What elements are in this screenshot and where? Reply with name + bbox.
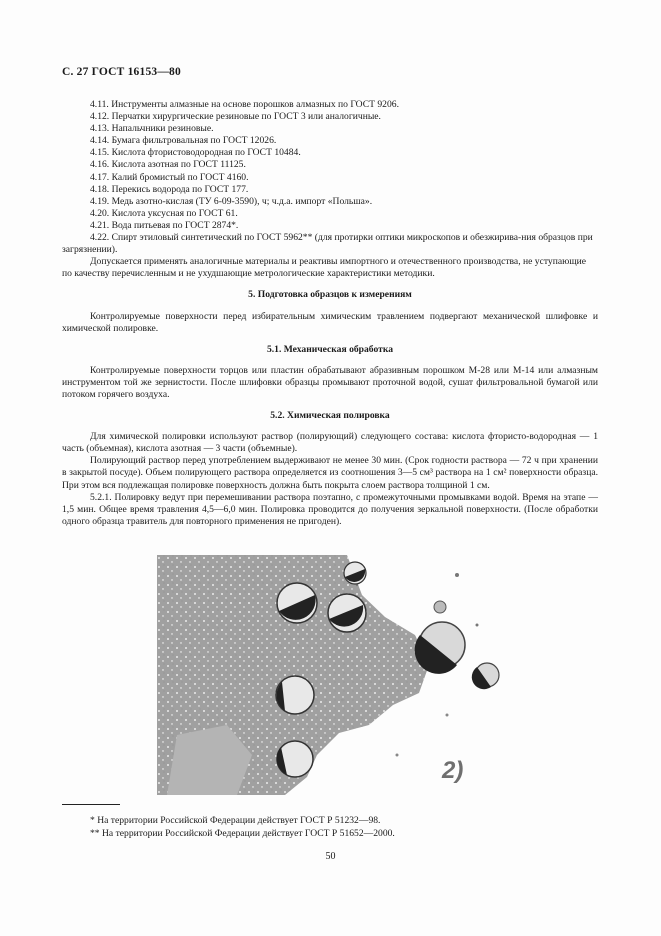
section-paragraph: 5.2.1. Полировку ведут при перемешивании раствора поэтапно, с промежуточными промывками водой. Время на этапе — 1,5 мин. Общее время травления 4,5—6,0 мин. Полировка проводится до получения зеркальной поверхности. (После обработки одного образца травитель для повторного применения не пригоден). xyxy=(62,491,598,527)
etch-pit xyxy=(434,601,446,613)
etch-pit xyxy=(277,583,317,623)
etch-pit xyxy=(328,594,366,632)
etch-pit xyxy=(472,663,499,689)
section-paragraph: Полирующий раствор перед употреблением выдерживают не менее 30 мин. (Срок годности раствора — 72 ч при хранении в закрытой посуде). Объем полирующего раствора определяется из соотношения 3—5 см³ раствора на 1 см² поверхности образца. При этом вся подлежащая полировке поверхность должна быть покрыта слоем раствора толщиной 1 см. xyxy=(62,455,598,491)
list-item: 4.18. Перекись водорода по ГОСТ 177. xyxy=(90,183,249,195)
etch-pit xyxy=(415,622,465,674)
list-item-wrapped: 4.22. Спирт этиловый синтетический по ГОСТ 5962** (для протирки оптики микроскопов и обезжирива-ния образцов при загрязнении). xyxy=(62,232,593,256)
list-item: 4.19. Медь азотно-кислая (ТУ 6-09-3590), ч; ч.д.а. импорт «Польша». xyxy=(90,195,373,207)
list-item: 4.15. Кислота фтористоводородная по ГОСТ 10484. xyxy=(90,147,301,159)
section-title: 5. Подготовка образцов к измерениям xyxy=(248,289,412,301)
etch-pit xyxy=(276,676,314,714)
etch-pit xyxy=(344,562,366,584)
section-title: 5.2. Химическая полировка xyxy=(270,410,390,422)
document-body xyxy=(62,99,598,528)
etch-pit xyxy=(277,741,313,777)
list-item: 4.13. Напальчники резиновые. xyxy=(90,123,214,135)
section-title: 5.1. Механическая обработка xyxy=(266,343,394,355)
list-item: 4.17. Калий бромистый по ГОСТ 4160. xyxy=(90,171,249,183)
footnotes xyxy=(90,814,395,840)
list-item: 4.12. Перчатки хирургические резиновые по ГОСТ 3 или аналогичные. xyxy=(90,111,381,123)
list-item: 4.14. Бумага фильтровальная по ГОСТ 12026. xyxy=(90,135,277,147)
permission-note: Допускается применять аналогичные материалы и реактивы импортного и отечественного производства, не уступающие по качеству перечисленным и не ухудшающие метрологические характеристики методики. xyxy=(62,256,587,280)
page-number: 50 xyxy=(325,851,336,862)
section-paragraph: Контролируемые поверхности перед избирательным химическим травлением подвергают механической шлифовке и химической полировке. xyxy=(62,310,598,334)
footnote: ** На территории Российской Федерации действует ГОСТ Р 51652—2000. xyxy=(90,828,395,839)
list-item: 4.11. Инструменты алмазные на основе порошков алмазных по ГОСТ 9206. xyxy=(90,99,399,110)
figure-label: 2) xyxy=(442,757,464,784)
list-item: 4.21. Вода питьевая по ГОСТ 2874*. xyxy=(90,219,239,231)
section-paragraph: Для химической полировки используют раствор (полирующий) следующего состава: кислота фтористо-водородная — 1 часть (объемная), кислота азотная — 3 части (объемные). xyxy=(62,431,598,455)
list-item: 4.16. Кислота азотная по ГОСТ 11125. xyxy=(90,159,246,171)
section-paragraph: Контролируемые поверхности торцов или пластин обрабатывают абразивным порошком М-28 или М-14 или алмазным инструментом той же зернистости. После шлифовки образцы промывают проточной водой, сушат фильтровальной бумагой или потоком горячего воздуха. xyxy=(62,364,598,400)
footnote-divider xyxy=(62,804,120,805)
footnote: * На территории Российской Федерации действует ГОСТ Р 51232—98. xyxy=(90,815,381,826)
materials-list xyxy=(62,99,598,280)
list-item: 4.20. Кислота уксусная по ГОСТ 61. xyxy=(90,207,238,219)
page-header: С. 27 ГОСТ 16153—80 xyxy=(62,66,181,78)
